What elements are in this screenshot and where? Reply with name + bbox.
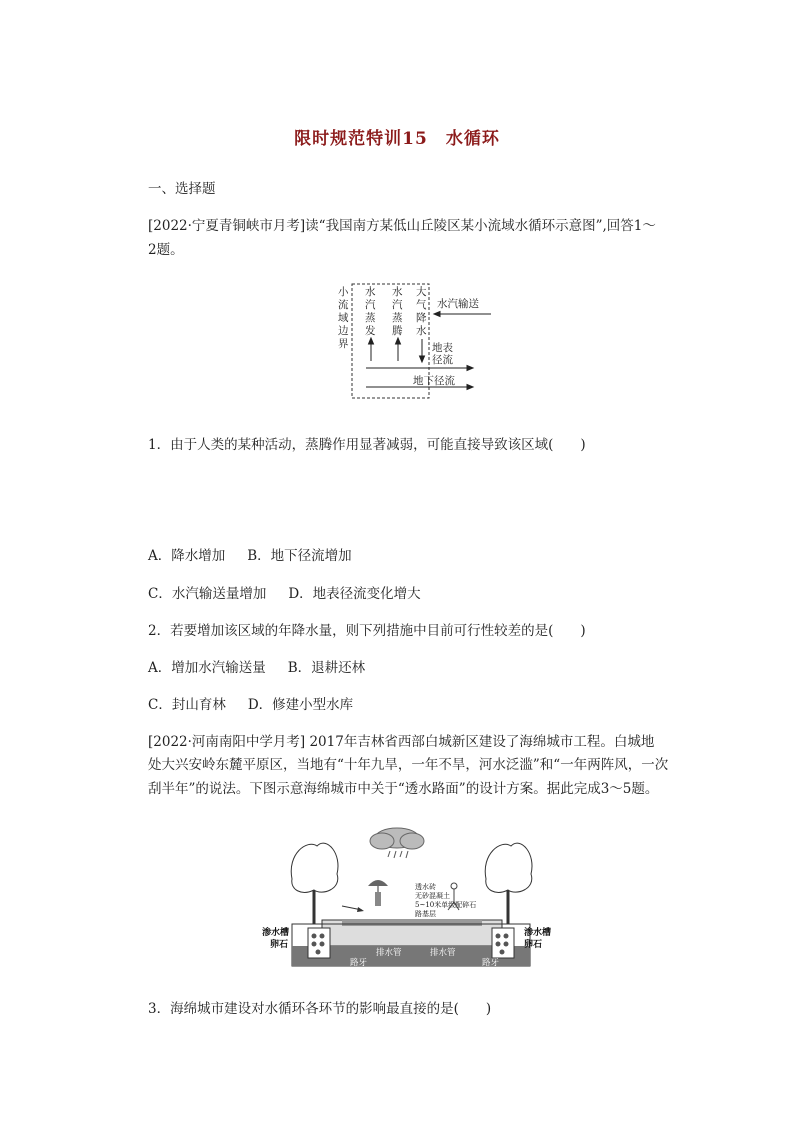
left-pebble-label: 卵石 <box>270 940 289 950</box>
q1-option-d[interactable]: D．地表径流变化增大 <box>288 586 421 602</box>
transpiration-label-char: 蒸 <box>392 312 403 324</box>
page-title: 限时规范特训15 水循环 <box>294 129 500 149</box>
curb-label-right: 路牙 <box>482 958 500 968</box>
watershed-water-cycle-diagram <box>336 281 496 401</box>
boundary-label-char: 边 <box>338 325 349 337</box>
q2-option-d[interactable]: D．修建小型水库 <box>247 697 354 713</box>
precipitation-arrowhead <box>420 356 425 362</box>
question-2-options-cd <box>148 693 353 713</box>
transpiration-label-char: 水 <box>392 286 403 298</box>
layer-label-sandless-concrete: 无砂混凝土 <box>415 892 450 900</box>
material-1-line-2: 2题。 <box>148 242 184 258</box>
question-1-options-ab <box>148 544 352 564</box>
precipitation-label-char: 水 <box>416 325 427 337</box>
permeable-brick-layer <box>342 920 482 926</box>
right-tree-icon <box>485 843 532 924</box>
left-seepage-label: 渗水槽 <box>262 928 290 938</box>
groundwater-runoff-label: 地下径流 <box>413 375 455 387</box>
vapor-transport-label: 水汽输送 <box>437 298 479 310</box>
material-1-line-1: [2022·宁夏青铜峡市月考]读“我国南方某低山丘陵区某小流域水循环示意图”,回答1～ <box>148 218 656 234</box>
q2-option-b[interactable]: B．退耕还林 <box>287 660 366 676</box>
question-1-stem: 1．由于人类的某种活动，蒸腾作用显著减弱，可能直接导致该区域( ) <box>148 437 586 453</box>
right-seepage-label: 渗水槽 <box>524 928 552 938</box>
groundwater-runoff-arrowhead <box>467 385 473 390</box>
precipitation-label-char: 降 <box>416 312 427 324</box>
vapor-transport-arrowhead <box>434 312 440 317</box>
q2-option-a[interactable]: A．增加水汽输送量 <box>148 660 266 676</box>
evaporation-label-char: 水 <box>365 286 376 298</box>
q1-option-c[interactable]: C．水汽输送量增加 <box>148 586 267 602</box>
transpiration-label-char: 汽 <box>392 299 403 311</box>
boundary-label-char: 流 <box>338 299 349 311</box>
drain-pipe-label-right: 排水管 <box>430 948 456 958</box>
transpiration-label-char: 腾 <box>392 325 403 337</box>
material-2-line-1: [2022·河南南阳中学月考] 2017年吉林省西部白城新区建设了海绵城市工程。白城地 <box>148 734 655 750</box>
runoff-arrowhead <box>357 907 364 912</box>
surface-runoff-label: 地表 <box>432 342 453 354</box>
q1-option-b[interactable]: B．地下径流增加 <box>247 548 352 564</box>
right-pebble-label: 卵石 <box>524 940 543 950</box>
person-with-umbrella-icon <box>368 880 388 906</box>
evaporation-label-char: 蒸 <box>365 312 376 324</box>
boundary-label-char: 界 <box>338 338 349 350</box>
q2-option-c[interactable]: C．封山育林 <box>148 697 226 713</box>
precipitation-label-char: 大 <box>416 286 427 298</box>
evaporation-label-char: 发 <box>365 325 376 337</box>
question-2-stem: 2．若要增加该区域的年降水量，则下列措施中目前可行性较差的是( ) <box>148 623 586 639</box>
boundary-label-char: 域 <box>338 312 349 324</box>
left-tree-icon <box>291 843 338 924</box>
surface-runoff-label: 径流 <box>432 354 453 366</box>
layer-label-gravel: 5~10米单级配碎石 <box>415 901 477 909</box>
question-1-options-cd <box>148 582 421 602</box>
curb-label-left: 路牙 <box>350 958 368 968</box>
evaporation-arrowhead <box>369 338 374 344</box>
evaporation-label-char: 汽 <box>365 299 376 311</box>
section-heading: 一、选择题 <box>148 181 216 197</box>
layer-label-subgrade: 路基层 <box>415 910 436 918</box>
q1-option-a[interactable]: A．降水增加 <box>148 548 226 564</box>
precipitation-label-char: 气 <box>416 299 427 311</box>
drain-pipe-label-left: 排水管 <box>376 948 402 958</box>
boundary-label-char: 小 <box>338 286 349 298</box>
question-2-options-ab <box>148 656 365 676</box>
question-3-stem: 3．海绵城市建设对水循环各环节的影响最直接的是( ) <box>148 1001 492 1017</box>
material-2-line-3: 刮半年”的说法。下图示意海绵城市中关于“透水路面”的设计方案。据此完成3～5题。 <box>148 781 659 797</box>
permeable-pavement-diagram <box>262 824 562 972</box>
surface-runoff-arrowhead <box>467 366 473 371</box>
material-2-line-2: 处大兴安岭东麓平原区，当地有“十年九旱，一年不旱，河水泛滥”和“一年两阵风，一次 <box>148 757 669 773</box>
transpiration-arrowhead <box>396 338 401 344</box>
layer-label-permeable-brick: 透水砖 <box>415 883 436 891</box>
rain-cloud-icon <box>370 828 424 858</box>
